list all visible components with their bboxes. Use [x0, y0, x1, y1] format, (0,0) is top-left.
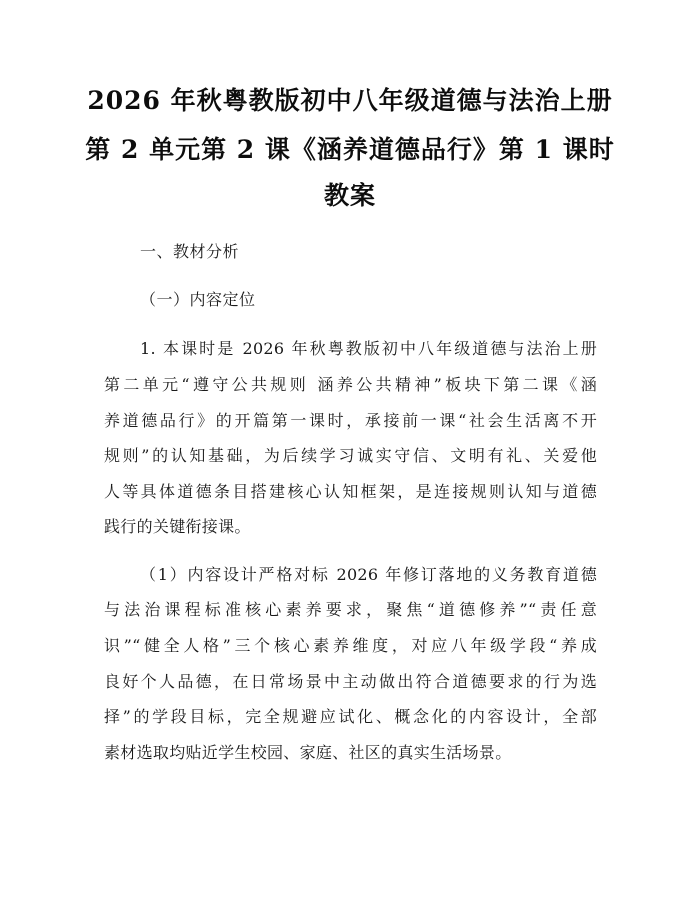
- paragraph-2-line: 良好个人品德，在日常场景中主动做出符合道德要求的行为选: [104, 672, 597, 691]
- document-title-line-3: 教案: [323, 181, 376, 210]
- paragraph-1-line: 养道德品行》的开篇第一课时，承接前一课“社会生活离不开: [104, 411, 597, 430]
- paragraph-2-line: 素材选取均贴近学生校园、家庭、社区的真实生活场景。: [104, 743, 512, 762]
- subsection-heading-content-positioning: （一）内容定位: [140, 290, 256, 309]
- document-title-line-2: 第 2 单元第 2 课《涵养道德品行》第 1 课时: [85, 135, 615, 164]
- paragraph-1-line: 第二单元“遵守公共规则 涵养公共精神”板块下第二课《涵: [104, 375, 597, 394]
- paragraph-1-line: 人等具体道德条目搭建核心认知框架，是连接规则认知与道德: [104, 482, 597, 501]
- paragraph-1-line: 规则”的认知基础，为后续学习诚实守信、文明有礼、关爱他: [104, 446, 597, 465]
- paragraph-2-line: 与法治课程标准核心素养要求，聚焦“道德修养”“责任意: [104, 600, 597, 619]
- document-title-line-1: 2026 年秋粤教版初中八年级道德与法治上册: [87, 86, 613, 115]
- section-heading-teaching-material-analysis: 一、教材分析: [140, 242, 240, 261]
- paragraph-2-line: 择”的学段目标，完全规避应试化、概念化的内容设计，全部: [104, 707, 597, 726]
- paragraph-1-line: 践行的关键衔接课。: [104, 517, 251, 536]
- paragraph-2-line: （1）内容设计严格对标 2026 年修订落地的义务教育道德: [140, 565, 597, 584]
- paragraph-2-line: 识”“健全人格”三个核心素养维度，对应八年级学段“养成: [104, 636, 597, 655]
- paragraph-1-line: 1. 本课时是 2026 年秋粤教版初中八年级道德与法治上册: [140, 339, 597, 358]
